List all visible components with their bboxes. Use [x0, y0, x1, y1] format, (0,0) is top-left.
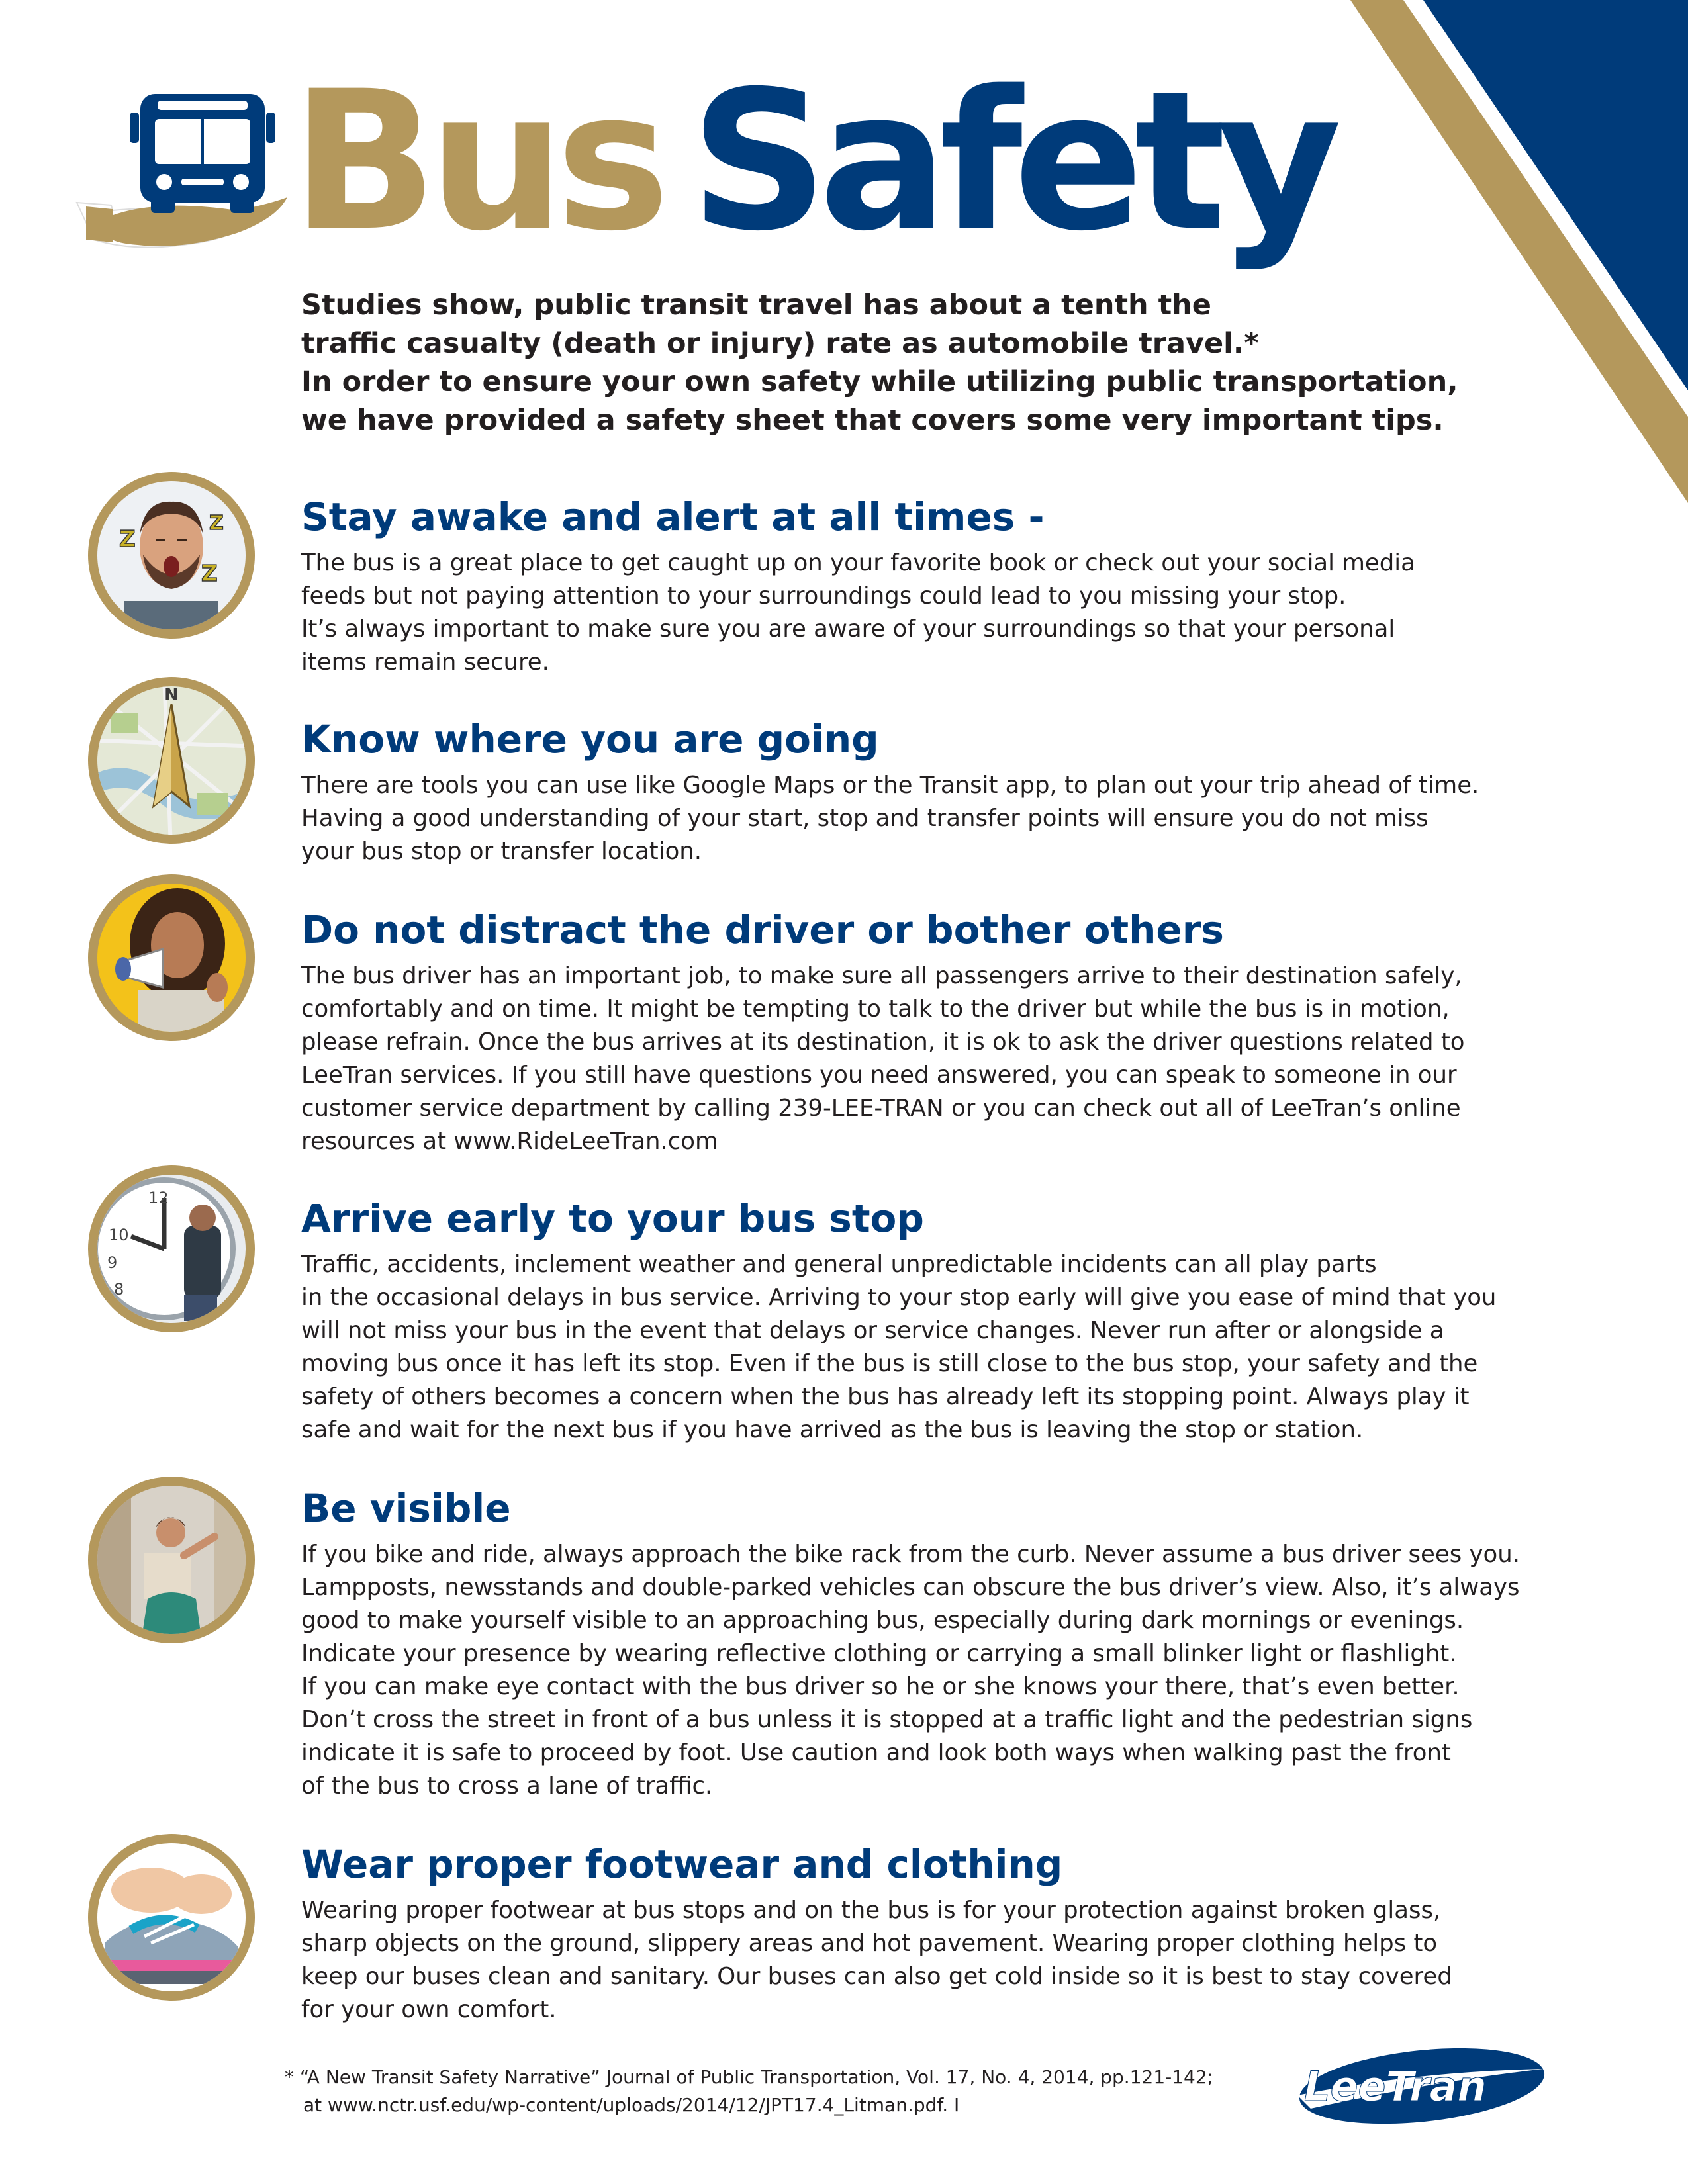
body-line: The bus is a great place to get caught up on your favorite book or check out your social media: [301, 549, 1415, 576]
map-compass-photo: [85, 674, 258, 847]
leetran-logo: [1284, 2045, 1549, 2124]
body-line: comfortably and on time. It might be tempting to talk to the driver but while the bus is in motion,: [301, 995, 1450, 1023]
body-line: safety of others becomes a concern when the bus has already left its stopping point. Always play it: [301, 1383, 1470, 1410]
leetran-logo-text: LeeTran: [1304, 2062, 1487, 2111]
body-line: Don’t cross the street in front of a bus unless it is stopped at a traffic light and the pedestrian signs: [301, 1706, 1473, 1733]
body-line: in the occasional delays in bus service. Arriving to your stop early will give you ease of mind that you: [301, 1284, 1497, 1311]
body-line: will not miss your bus in the event that delays or service changes. Never run after or alongside a: [301, 1317, 1444, 1344]
body-line: for your own comfort.: [301, 1996, 557, 2023]
footnote-line: at www.nctr.usf.edu/wp-content/uploads/2014/12/JPT17.4_Litman.pdf. I: [303, 2094, 960, 2116]
body-arrive-early: [301, 1248, 1599, 1447]
bus-in-hand-icon: [71, 86, 290, 258]
title-word-safety: Safety: [690, 50, 1333, 273]
body-line: resources at www.RideLeeTran.com: [301, 1128, 718, 1155]
footnote-line: * “A New Transit Safety Narrative” Journal of Public Transportation, Vol. 17, No. 4, 2014, pp.121-142;: [285, 2066, 1214, 2088]
body-line: There are tools you can use like Google Maps or the Transit app, to plan out your trip ahead of time.: [301, 772, 1479, 799]
body-line: It’s always important to make sure you are aware of your surroundings so that your personal: [301, 615, 1395, 643]
body-line: please refrain. Once the bus arrives at its destination, it is ok to ask the driver questions related to: [301, 1028, 1465, 1056]
svg-text:N: N: [164, 685, 179, 705]
intro-line: traffic casualty (death or injury) rate as automobile travel.*: [301, 327, 1259, 360]
body-line: Lampposts, newsstands and double-parked vehicles can obscure the bus driver’s view. Also, it’s always: [301, 1574, 1520, 1601]
body-line: customer service department by calling 239-LEE-TRAN or you can check out all of LeeTran’s online: [301, 1095, 1461, 1122]
woman-megaphone-photo: [85, 871, 258, 1044]
heading-do-not-distract: Do not distract the driver or bother others: [301, 907, 1224, 952]
heading-arrive-early: Arrive early to your bus stop: [301, 1196, 924, 1241]
body-line: The bus driver has an important job, to make sure all passengers arrive to their destination safely,: [301, 962, 1462, 989]
body-line: items remain secure.: [301, 649, 549, 676]
intro-line: In order to ensure your own safety while utilizing public transportation,: [301, 365, 1458, 398]
clock-man-photo: [85, 1162, 258, 1336]
body-line: keep our buses clean and sanitary. Our buses can also get cold inside so it is best to stay covered: [301, 1963, 1452, 1990]
svg-text:9: 9: [107, 1253, 118, 1272]
heading-know-where: Know where you are going: [301, 717, 879, 762]
body-line: safe and wait for the next bus if you have arrived as the bus is leaving the stop or station.: [301, 1416, 1364, 1443]
heading-wear-footwear: Wear proper footwear and clothing: [301, 1842, 1063, 1887]
body-wear-footwear: [301, 1894, 1599, 2026]
body-line: Wearing proper footwear at bus stops and on the bus is for your protection against broken glass,: [301, 1897, 1441, 1924]
heading-be-visible: Be visible: [301, 1486, 511, 1531]
body-stay-awake: [301, 547, 1599, 679]
body-be-visible: [301, 1538, 1599, 1803]
svg-text:12: 12: [148, 1189, 169, 1207]
tying-sneaker-photo: [85, 1831, 258, 2004]
body-line: sharp objects on the ground, slippery areas and hot pavement. Wearing proper clothing helps to: [301, 1930, 1438, 1957]
body-do-not-distract: [301, 960, 1599, 1158]
body-line: Traffic, accidents, inclement weather and general unpredictable incidents can all play parts: [301, 1251, 1377, 1278]
body-line: If you can make eye contact with the bus driver so he or she knows your there, that’s even better.: [301, 1673, 1460, 1700]
woman-waving-street-photo: [85, 1473, 258, 1647]
body-line: LeeTran services. If you still have questions you need answered, you can speak to someone in our: [301, 1062, 1457, 1089]
title-word-bus: Bus: [291, 50, 661, 273]
body-line: indicate it is safe to proceed by foot. Use caution and look both ways when walking past the front: [301, 1739, 1451, 1766]
svg-text:10: 10: [109, 1226, 129, 1244]
svg-text:8: 8: [114, 1280, 124, 1298]
body-line: good to make yourself visible to an approaching bus, especially during dark mornings or evenings.: [301, 1607, 1464, 1634]
body-line: Having a good understanding of your start, stop and transfer points will ensure you do not miss: [301, 805, 1429, 832]
body-line: moving bus once it has left its stop. Even if the bus is still close to the bus stop, your safety and the: [301, 1350, 1478, 1377]
body-line: If you bike and ride, always approach the bike rack from the curb. Never assume a bus driver sees you.: [301, 1541, 1521, 1568]
body-line: your bus stop or transfer location.: [301, 838, 702, 865]
svg-text:Z: Z: [201, 561, 218, 587]
svg-text:Z: Z: [209, 512, 224, 535]
sleepy-man-photo: [85, 469, 258, 642]
intro-line: we have provided a safety sheet that covers some very important tips.: [301, 404, 1444, 437]
body-line: Indicate your presence by wearing reflective clothing or carrying a small blinker light or flashlight.: [301, 1640, 1457, 1667]
intro-paragraph: [301, 286, 1506, 439]
body-know-where: [301, 769, 1599, 868]
body-line: of the bus to cross a lane of traffic.: [301, 1772, 713, 1799]
footnote: [285, 2064, 1213, 2119]
svg-text:Z: Z: [119, 526, 136, 553]
heading-stay-awake: Stay awake and alert at all times -: [301, 494, 1045, 539]
body-line: feeds but not paying attention to your surroundings could lead to you missing your stop.: [301, 582, 1346, 610]
intro-line: Studies show, public transit travel has about a tenth the: [301, 289, 1211, 322]
page-title: [291, 50, 1333, 273]
